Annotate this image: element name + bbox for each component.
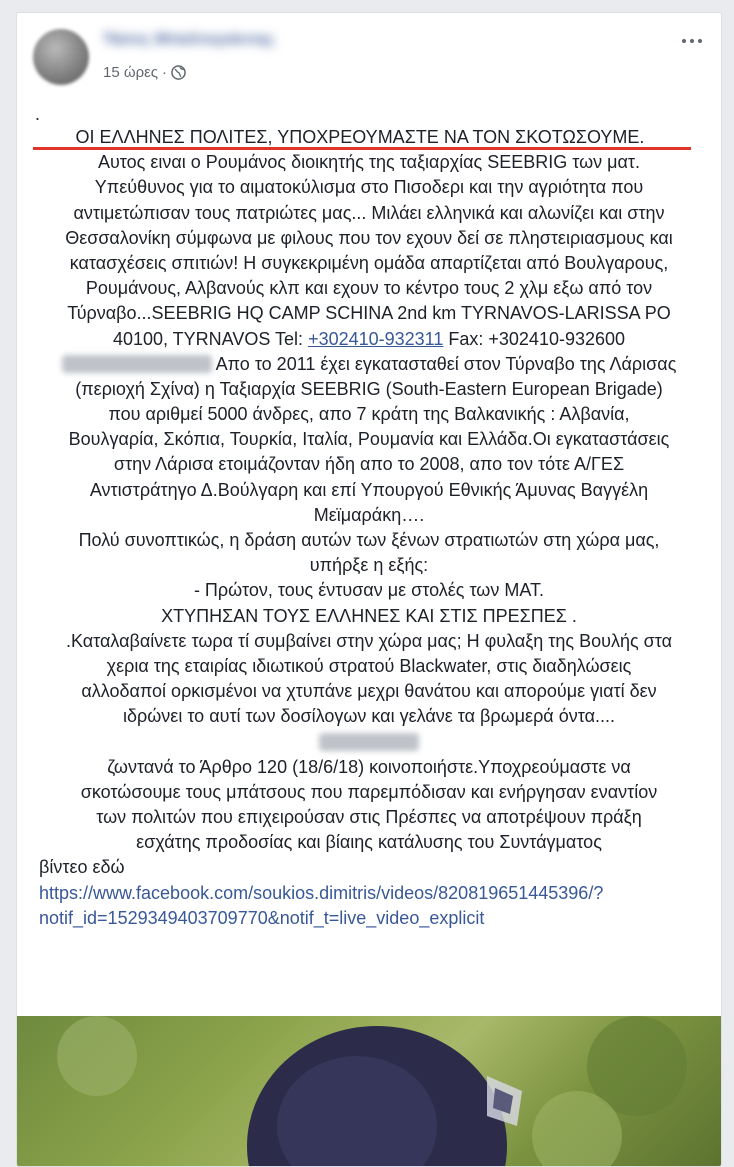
post-card: [16, 12, 722, 1167]
post-line-contact: [29, 327, 709, 352]
post-line: αλλοδαποί ορκισμένοι να χτυπάνε μεχρι θανάτου και απορούμε γιατί δεν: [81, 681, 657, 702]
post-line: Πολύ συνοπτικώς, η δράση αυτών των ξένων στρατιωτών στη χώρα μας,: [78, 530, 660, 550]
more-options-icon[interactable]: [677, 31, 707, 51]
post-line: Μεϊμαράκη….: [313, 504, 425, 525]
post-time[interactable]: 15 ώρες: [103, 63, 159, 81]
post-line: στην Λάρισα ετοιμάζονταν ήδη απο το 2008, απο τον τότε Α/ΓΕΣ: [113, 454, 625, 475]
post-dot: .: [35, 104, 41, 124]
post-line: κατασχέσεις σπιτιών! Η συγκεκριμένη ομάδα απαρτίζεται από Βουλγαρους,: [69, 252, 669, 273]
red-underline: [33, 147, 691, 150]
photo-image: [17, 1016, 721, 1167]
post-line-redacted: [29, 730, 709, 755]
post-line: Βουλγαρία, Σκόπια, Τουρκία, Ιταλία, Ρουμανία και Ελλάδα.Οι εγκαταστάσεις: [68, 429, 670, 450]
post-line: που αριθμεί 5000 άνδρες, απο 7 κράτη της Βαλκανικής : Αλβανία,: [108, 404, 630, 425]
post-line: εσχάτης προδοσίας και βίαιης κατάλυσης του Συντάγματος: [136, 832, 602, 853]
post-line: Θεσσαλονίκη σύμφωνα με φιλους που τον εχουν δεί σε πληστειριασμους και: [65, 227, 673, 248]
video-link[interactable]: notif_id=1529349403709770&notif_t=live_video_explicit: [39, 907, 485, 928]
headline-block: [29, 125, 709, 175]
post-line: - Πρώτον, τους έντυσαν με στολές των ΜΑΤ.: [193, 580, 545, 601]
post-line: ΧΤΥΠΗΣΑΝ ΤΟΥΣ ΕΛΛΗΝΕΣ ΚΑΙ ΣΤΙΣ ΠΡΕΣΠΕΣ .: [161, 605, 577, 626]
meta-separator: ·: [162, 63, 168, 81]
post-meta: [103, 62, 186, 82]
post-line: των πολιτών που επιχειρούσαν στις Πρέσπες να αποτρέψουν πράξη: [96, 807, 642, 828]
post-line: Ρουμάνους, Αλβανούς κλπ και εχουν το κέντρο τους 2 χλμ εξω από τον: [85, 278, 653, 299]
author-name[interactable]: Τάσος Μπαλτογιάννης: [103, 31, 275, 48]
redacted-mention[interactable]: [319, 733, 419, 751]
post-line: Αυτος ειναι ο Ρουμάνος διοικητής της ταξιαρχίας SEEBRIG των ματ.: [97, 152, 641, 173]
post-line: βίντεο εδώ: [39, 857, 125, 878]
post-line: ζωντανά το Άρθρο 120 (18/6/18) κοινοποιήστε.Υποχρεούμαστε να: [107, 756, 631, 777]
post-line: [29, 352, 709, 377]
post-line: χερια της εταιρίας ιδιωτικού στρατού Blackwater, στις διαδηλώσεις: [106, 655, 632, 676]
post-line: (περιοχή Σχίνα) η Ταξιαρχία SEEBRIG (South-Eastern European Brigade): [75, 378, 663, 399]
post-line-text: Απο το 2011 έχει εγκατασταθεί στον Τύρναβο της Λάρισας: [211, 353, 677, 374]
post-line: ιδρώνει το αυτί των δοσίλογων και γελάνε τα βρωμερά όντα....: [122, 706, 615, 727]
globe-icon[interactable]: [171, 65, 186, 80]
video-link[interactable]: https://www.facebook.com/soukios.dimitris/videos/820819651445396/?: [39, 882, 604, 903]
post-line: σκοτώσουμε τους μπάτσους που παρεμπόδισαν και ενήργησαν εναντίον: [80, 781, 658, 802]
post-line: αντιμετώπισαν τους πατριώτες μας... Μιλάει ελληνικά και αλωνίζει και στην: [73, 202, 665, 223]
redacted-mention[interactable]: [62, 355, 212, 373]
post-line: Τύρναβο...SEEBRIG HQ CAMP SCHINA 2nd km TYRNAVOS-LARISSA PO: [67, 303, 671, 324]
fax-text: Fax: +302410-932600: [443, 328, 626, 349]
post-line: υπήρξε η εξής:: [309, 555, 429, 576]
phone-link[interactable]: +302410-932311: [308, 328, 444, 349]
tel-prefix: 40100, TYRNAVOS Tel:: [112, 328, 309, 349]
post-text: [29, 103, 709, 931]
post-line: .Καταλαβαίνετε τωρα τί συμβαίνει στην χώρα μας; Η φυλαξη της Βουλής στα: [65, 630, 673, 651]
post-photo[interactable]: [17, 1016, 721, 1167]
avatar[interactable]: [33, 29, 89, 85]
post-line: Αντιστράτηγο Δ.Βούλγαρη και επί Υπουργού Εθνικής Άμυνας Βαγγέλη: [89, 479, 649, 500]
post-line: Υπεύθυνος για το αιματοκύλισμα στο Πισοδερι και την αγριότητα που: [94, 177, 644, 198]
post-headline: ΟΙ ΕΛΛΗΝΕΣ ΠΟΛΙΤΕΣ, ΥΠΟΧΡΕΟΥΜΑΣΤΕ ΝΑ ΤΟΝ ΣΚΟΤΩΣΟΥΜΕ.: [75, 127, 645, 147]
